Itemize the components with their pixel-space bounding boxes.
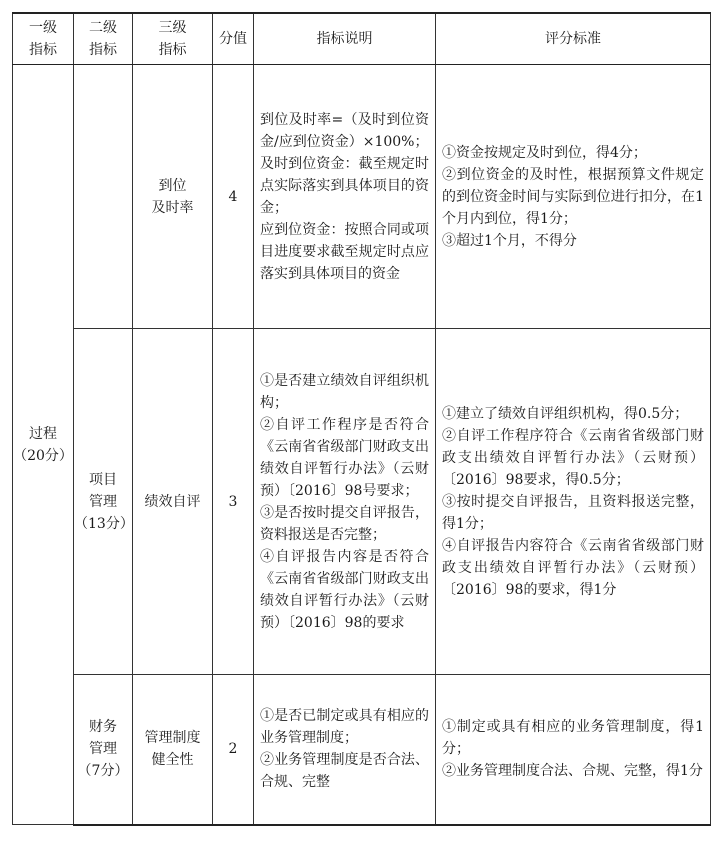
table-row: [13, 65, 711, 329]
score-cell: 4: [213, 65, 254, 329]
score-cell: 3: [213, 329, 254, 675]
level1-cell: 过程 （20分）: [13, 65, 74, 825]
level3-cell: 管理制度 健全性: [133, 675, 213, 825]
level2-cell-empty: [74, 65, 133, 329]
table-row: [13, 675, 711, 825]
explanation-cell: 到位及时率=（及时到位资金/应到位资金）×100%； 及时到位资金：截至规定时点实际落实到具体项目的资金； 应到位资金：按照合同或项目进度要求截至规定时点应落实到具体项目的资金: [254, 65, 436, 329]
explanation-cell: ①是否建立绩效自评组织机构； ②自评工作程序是否符合《云南省省级部门财政支出绩效自评暂行办法》（云财预）〔2016〕98号要求； ③是否按时提交自评报告，资料报送是否完整； ④自评报告内容是否符合《云南省省级部门财政支出绩效自评暂行办法》（云财预）〔2016〕98的要求: [254, 329, 436, 675]
header-criteria: 评分标准: [436, 13, 711, 65]
indicator-table: [12, 12, 711, 826]
header-score: 分值: [213, 13, 254, 65]
level3-cell: 绩效自评: [133, 329, 213, 675]
header-level2: 二级 指标: [74, 13, 133, 65]
header-row: [13, 13, 711, 65]
criteria-cell: ①建立了绩效自评组织机构，得0.5分； ②自评工作程序符合《云南省省级部门财政支出绩效自评暂行办法》（云财预）〔2016〕98要求，得0.5分； ③按时提交自评报告，且资料报送完整，得1分； ④自评报告内容符合《云南省省级部门财政支出绩效自评暂行办法》（云财预）〔2016〕98的要求，得1分: [436, 329, 711, 675]
header-explanation: 指标说明: [254, 13, 436, 65]
header-level1: 一级 指标: [13, 13, 74, 65]
table-row: [13, 329, 711, 675]
level2-cell: 财务 管理 （7分）: [74, 675, 133, 825]
level2-cell: 项目 管理 （13分）: [74, 329, 133, 675]
level3-cell: 到位 及时率: [133, 65, 213, 329]
header-level3: 三级 指标: [133, 13, 213, 65]
explanation-cell: ①是否已制定或具有相应的业务管理制度； ②业务管理制度是否合法、合规、完整: [254, 675, 436, 825]
criteria-cell: ①资金按规定及时到位，得4分； ②到位资金的及时性，根据预算文件规定的到位资金时间与实际到位进行扣分，在1个月内到位，得1分； ③超过1个月，不得分: [436, 65, 711, 329]
score-cell: 2: [213, 675, 254, 825]
criteria-cell: ①制定或具有相应的业务管理制度，得1分； ②业务管理制度合法、合规、完整，得1分: [436, 675, 711, 825]
